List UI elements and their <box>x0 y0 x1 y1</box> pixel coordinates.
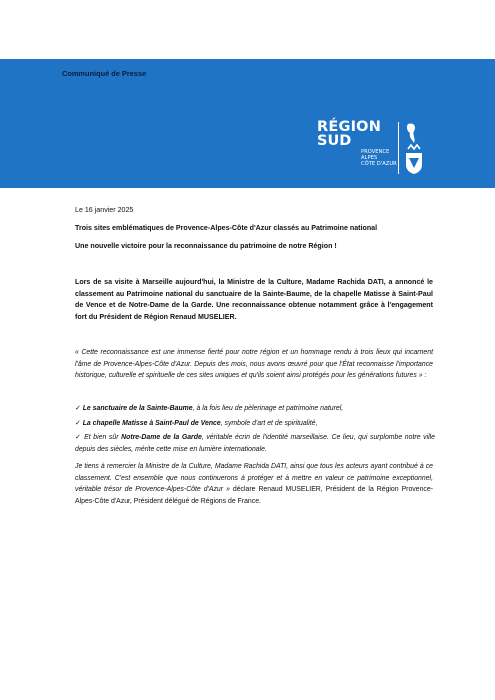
region-sud-logo <box>311 120 435 178</box>
closing-quote: Je tiens à remercier la Ministre de la Culture, Madame Rachida DATI, ainsi que tous les acteurs ayant contribué à ce classement. C'est ensemble que nous continuerons à protéger et à mettre en valeur ce patrimoine exceptionnel, véritable trésor de Provence-Alpes-Côte d'Azur » <box>75 463 433 494</box>
list-item <box>75 432 435 455</box>
check-icon: ✓ <box>75 419 81 427</box>
date: Le 16 janvier 2025 <box>75 206 134 214</box>
closing-attribution: déclare Renaud MUSELIER, Président de la Région Provence-Alpes-Côte d'Azur, Président délégué de Régions de France. <box>75 486 433 505</box>
list-item <box>75 418 435 430</box>
headline: Trois sites emblématiques de Provence-Alpes-Côte d'Azur classés au Patrimoine national <box>75 224 378 232</box>
list-item <box>75 403 435 415</box>
quote-paragraph: « Cette reconnaissance est une immense fierté pour notre région et un hommage rendu à trois lieux qui incarnent l'âme de Provence-Alpes-Côte d'Azur. Depuis des mois, nous avons œuvré pour que l'État reconnaisse l'importance historique, culturelle et spirituelle de ces sites uniques et qu'ils soient ainsi protégés pour les générations futures » : <box>75 349 433 380</box>
site-prefix: Et bien sûr <box>84 434 122 442</box>
logo-sud-text: SUD <box>317 133 352 149</box>
site-name: Notre-Dame de la Garde <box>121 434 202 442</box>
sites-list <box>75 403 435 458</box>
site-description: , à la fois lieu de pèlerinage et patrimoine naturel, <box>192 405 344 412</box>
logo-sub-line: PROVENCE <box>361 149 390 155</box>
press-release-label: Communiqué de Presse <box>62 69 147 78</box>
site-description: , véritable écrin de l'identité marseillaise. Ce lieu, qui surplombe notre ville depuis des siècles, mérite cette mise en lumière internationale. <box>75 434 436 453</box>
region-crest-icon <box>402 121 426 175</box>
closing-paragraph <box>75 461 433 507</box>
lead-paragraph: Lors de sa visite à Marseille aujourd'hui, la Ministre de la Culture, Madame Rachida DATI, a annoncé le classement au Patrimoine national du sanctuaire de la Sainte-Baume, de la chapelle Matisse à Saint-Paul de Vence et de Notre-Dame de la Garde. Une reconnaissance obtenue notamment grâce à l'engagement fort du Président de Région Renaud MUSELIER. <box>75 278 433 321</box>
logo-sub-line: CÔTE D'AZUR <box>361 161 397 167</box>
logo-sub-line: ALPES <box>361 155 378 161</box>
site-description: , symbole d'art et de spiritualité, <box>220 419 318 427</box>
logo-divider <box>398 122 399 174</box>
logo-region-text: RÉGION <box>317 119 382 135</box>
subheadline: Une nouvelle victoire pour la reconnaissance du patrimoine de notre Région ! <box>75 242 337 250</box>
logo-subtitle <box>361 149 397 167</box>
check-icon: ✓ <box>75 405 81 412</box>
site-name: La chapelle Matisse à Saint-Paul de Vence <box>82 419 221 427</box>
site-name: Le sanctuaire de la Sainte-Baume <box>82 405 193 412</box>
check-icon: ✓ <box>75 434 82 442</box>
